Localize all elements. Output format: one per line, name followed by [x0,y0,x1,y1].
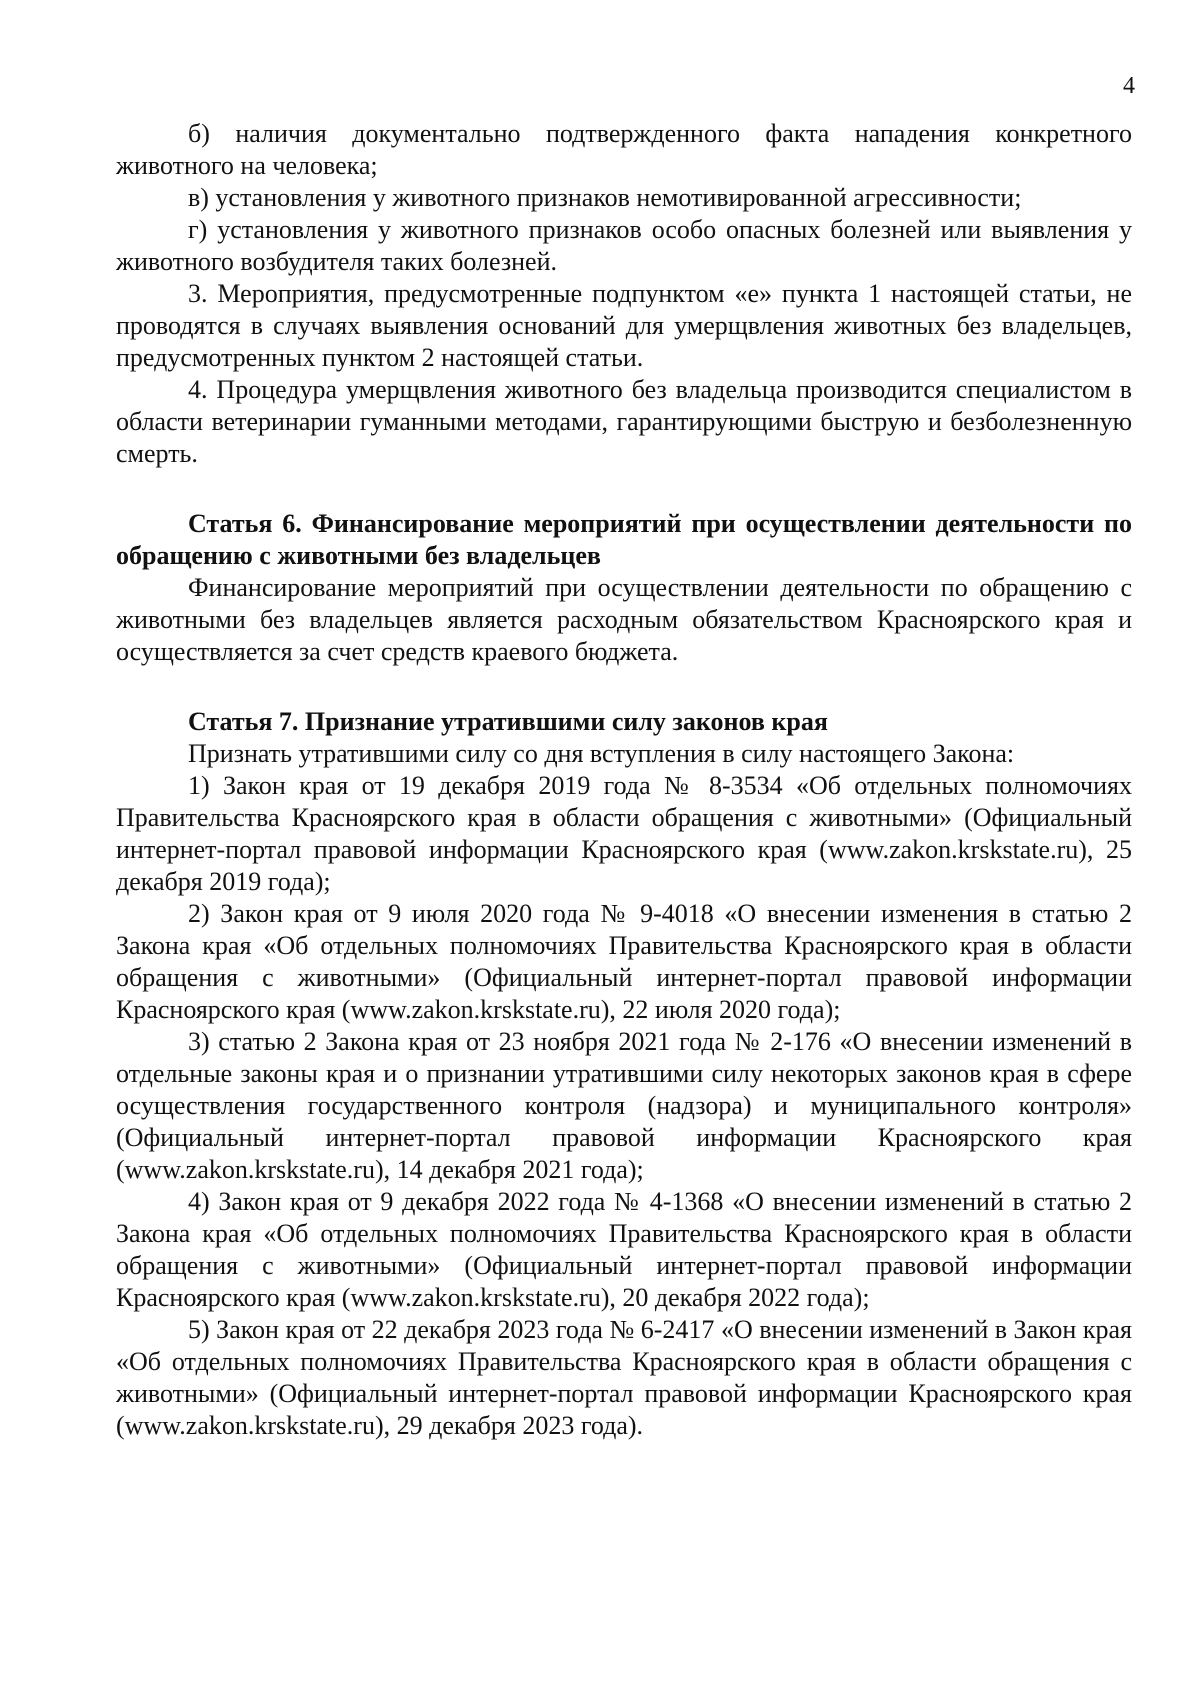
article-6-heading: Статья 6. Финансирование мероприятий при осуществлении деятельности по обращению с животными без владельцев [116,509,1132,570]
repealed-law-3: 3) статью 2 Закона края от 23 ноября 2021 года № 2-176 «О внесении изменений в отдельные законы края и о признании утратившими силу некоторых законов края в сфере осуществления государственного контроля (надзора) и муниципального контроля» (Официальный интернет-портал правовой информации Красноярского края (www.zakon.krskstate.ru), 14 декабря 2021 года); [116,1027,1132,1184]
repealed-law-2: 2) Закон края от 9 июля 2020 года № 9-4018 «О внесении изменения в статью 2 Закона края «Об отдельных полномочиях Правительства Красноярского края в области обращения с животными» (Официальный интернет-портал правовой информации Красноярского края (www.zakon.krskstate.ru), 22 июля 2020 года); [116,899,1132,1024]
clause-g: г) установления у животного признаков особо опасных болезней или выявления у животного возбудителя таких болезней. [116,215,1132,276]
page-number: 4 [1123,73,1135,99]
document-body [116,118,1132,1442]
repealed-law-5: 5) Закон края от 22 декабря 2023 года № 6-2417 «О внесении изменений в Закон края «Об отдельных полномочиях Правительства Красноярского края в области обращения с животными» (Официальный интернет-портал правовой информации Красноярского края (www.zakon.krskstate.ru), 29 декабря 2023 года). [116,1315,1132,1440]
article-7-heading: Статья 7. Признание утратившими силу законов края [188,707,828,736]
paragraph-3: 3. Мероприятия, предусмотренные подпунктом «е» пункта 1 настоящей статьи, не проводятся в случаях выявления оснований для умерщвления животных без владельцев, предусмотренных пунктом 2 настоящей статьи. [116,279,1132,372]
section-spacer [116,470,1132,508]
section-spacer [116,668,1132,706]
repealed-law-4: 4) Закон края от 9 декабря 2022 года № 4-1368 «О внесении изменений в статью 2 Закона края «Об отдельных полномочиях Правительства Красноярского края в области обращения с животными» (Официальный интернет-портал правовой информации Красноярского края (www.zakon.krskstate.ru), 20 декабря 2022 года); [116,1187,1132,1312]
article-6-text: Финансирование мероприятий при осуществлении деятельности по обращению с животными без владельцев является расходным обязательством Красноярского края и осуществляется за счет средств краевого бюджета. [116,573,1132,666]
paragraph-4: 4. Процедура умерщвления животного без владельца производится специалистом в области ветеринарии гуманными методами, гарантирующими быструю и безболезненную смерть. [116,375,1132,468]
repealed-law-1: 1) Закон края от 19 декабря 2019 года № 8-3534 «Об отдельных полномочиях Правительства Красноярского края в области обращения с животными» (Официальный интернет-портал правовой информации Красноярского края (www.zakon.krskstate.ru), 25 декабря 2019 года); [116,771,1132,896]
article-7-intro: Признать утратившими силу со дня вступления в силу настоящего Закона: [188,739,1015,768]
clause-b: б) наличия документально подтвержденного факта нападения конкретного животного на человека; [116,119,1132,180]
clause-v: в) установления у животного признаков немотивированной агрессивности; [188,183,1022,212]
